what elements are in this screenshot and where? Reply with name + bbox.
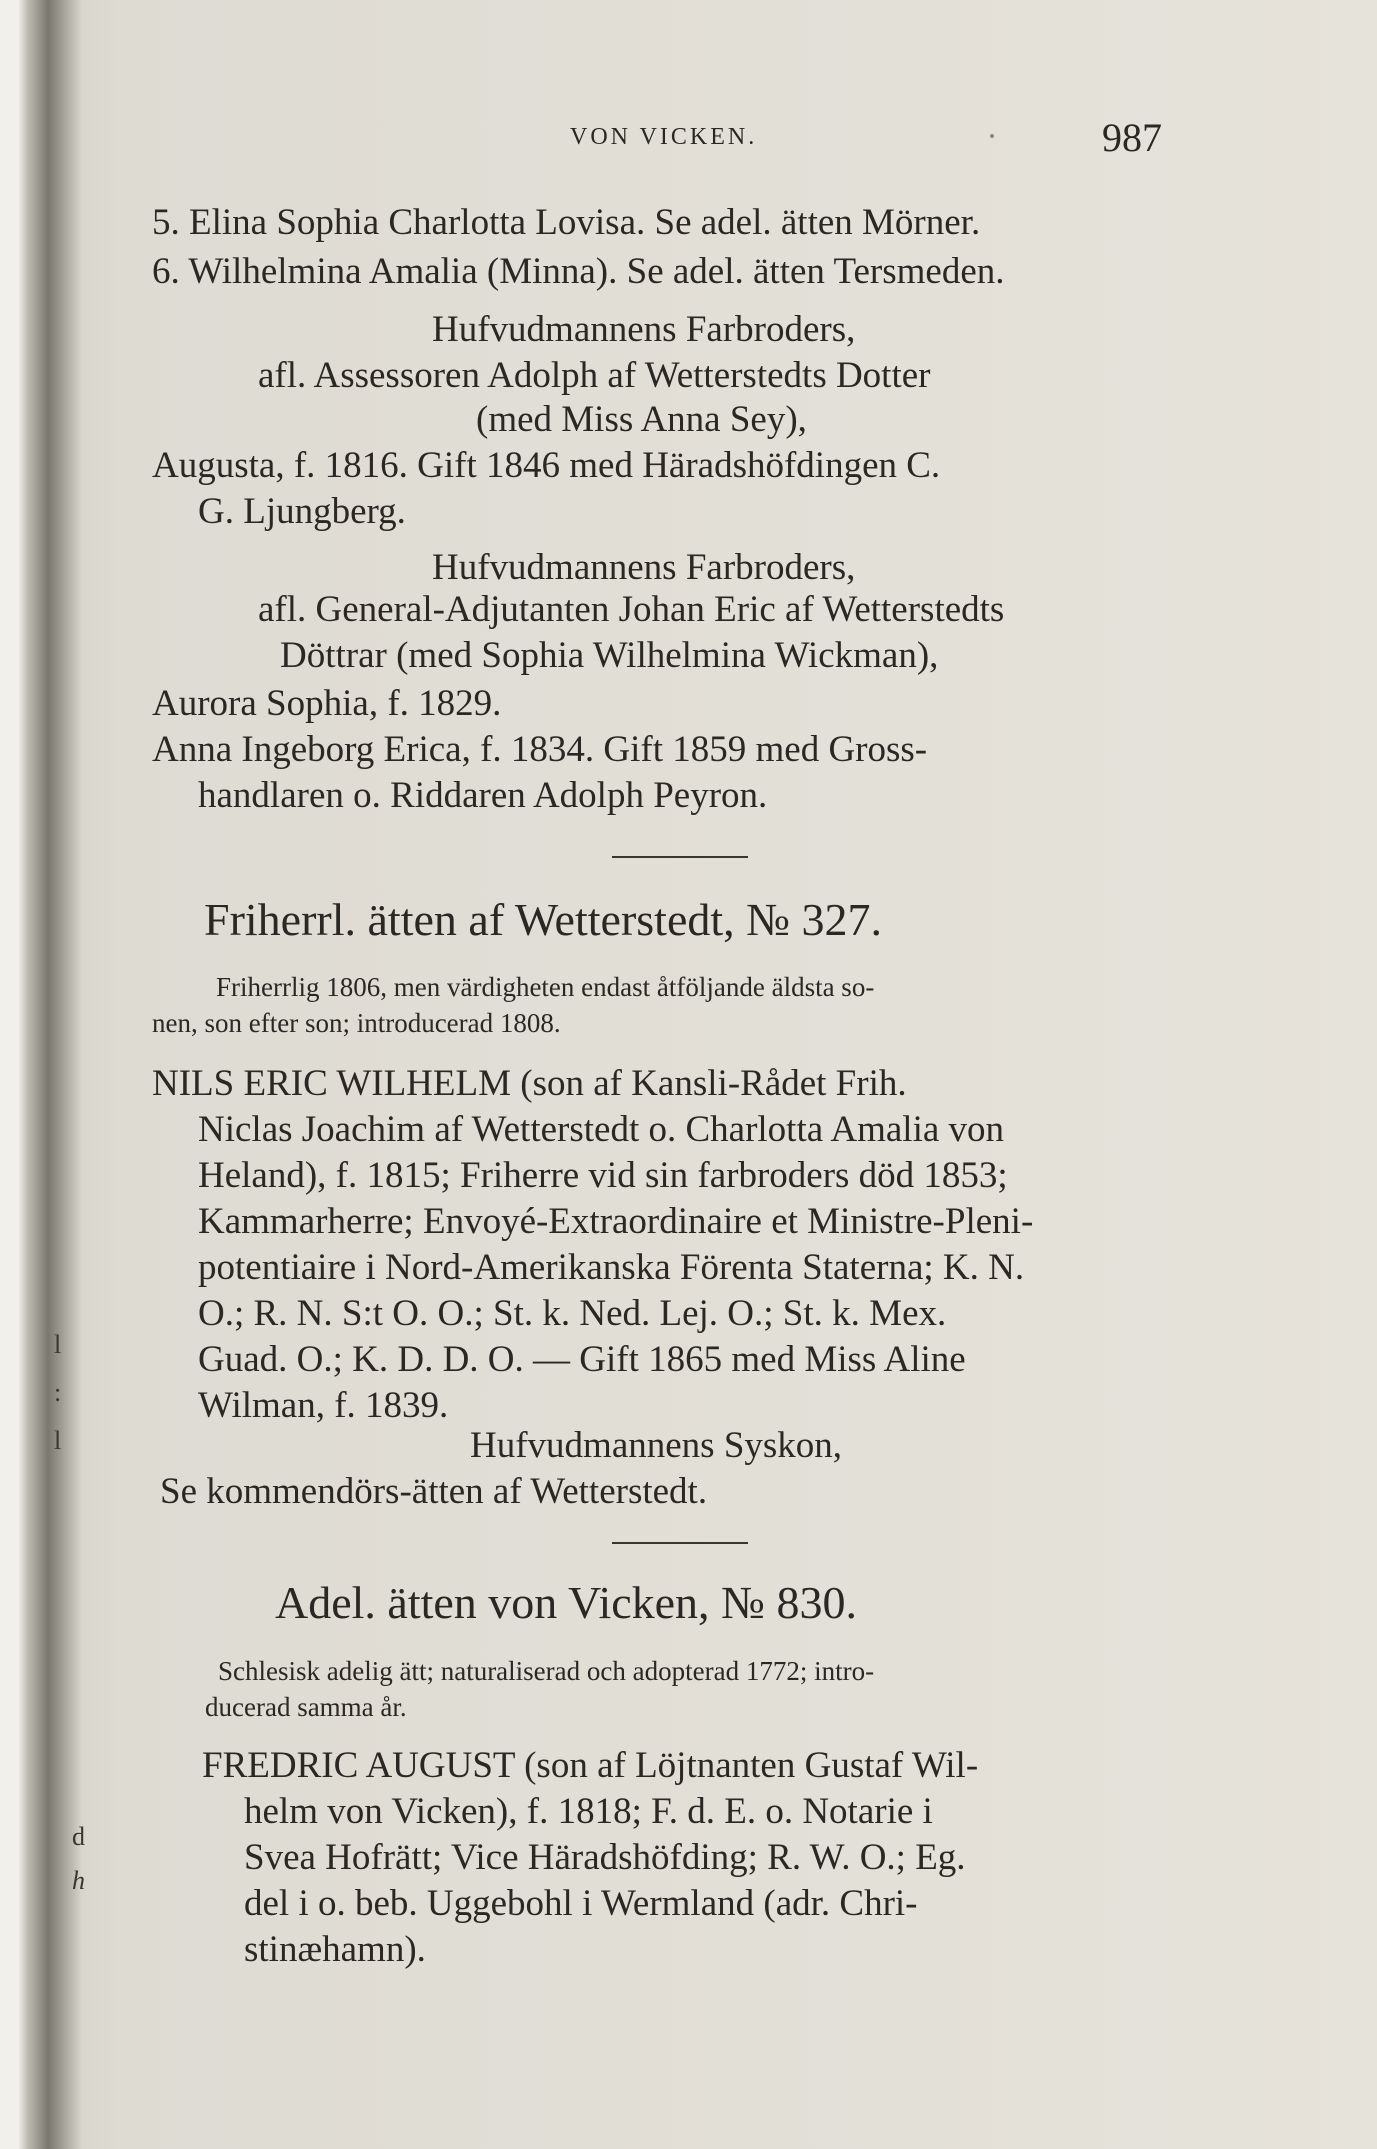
text-line: Se kommendörs-ätten af Wetterstedt. — [160, 1471, 708, 1512]
section-note: Friherrlig 1806, men värdigheten endast åtföljande äldsta so- — [216, 972, 875, 1002]
section-heading: Adel. ätten von Vicken, № 830. — [275, 1577, 857, 1628]
text-line: Hufvudmannens Farbroders, — [432, 309, 856, 350]
section-rule — [612, 1542, 748, 1544]
text-line: Guad. O.; K. D. D. O. — Gift 1865 med Miss Aline — [198, 1339, 966, 1380]
text-line: Heland), f. 1815; Friherre vid sin farbroders död 1853; — [198, 1155, 1008, 1196]
text-line: handlaren o. Riddaren Adolph Peyron. — [198, 775, 768, 816]
text-line: G. Ljungberg. — [198, 491, 406, 532]
text-line: 5. Elina Sophia Charlotta Lovisa. Se adel. ätten Mörner. — [152, 202, 981, 243]
gutter-char: l — [54, 1330, 62, 1359]
text-line: afl. Assessoren Adolph af Wetterstedts Dotter — [258, 355, 931, 396]
text-line: potentiaire i Nord-Amerikanska Förenta Staterna; K. N. — [198, 1247, 1025, 1288]
gutter-char: h — [72, 1866, 85, 1895]
gutter-char: d — [72, 1822, 85, 1851]
gutter-fragments — [46, 0, 86, 2149]
text-line: FREDRIC AUGUST (son af Löjtnanten Gustaf Wil- — [202, 1745, 979, 1786]
text-line: NILS ERIC WILHELM (son af Kansli-Rådet Frih. — [152, 1063, 907, 1104]
text-line: stinæhamn). — [244, 1929, 426, 1970]
text-line: Hufvudmannens Syskon, — [470, 1425, 843, 1466]
text-line: Augusta, f. 1816. Gift 1846 med Häradshöfdingen C. — [152, 445, 941, 486]
text-line: helm von Vicken), f. 1818; F. d. E. o. Notarie i — [244, 1791, 933, 1832]
page-number: 987 — [1102, 115, 1162, 160]
text-line: Niclas Joachim af Wetterstedt o. Charlotta Amalia von — [198, 1109, 1005, 1150]
section-heading: Friherrl. ätten af Wetterstedt, № 327. — [204, 894, 883, 945]
running-header — [140, 96, 1240, 166]
speck — [990, 134, 994, 138]
text-line: Wilman, f. 1839. — [198, 1385, 449, 1426]
section-rule — [612, 856, 748, 858]
text-line: (med Miss Anna Sey), — [476, 399, 807, 440]
section-note: nen, son efter son; introducerad 1808. — [152, 1008, 561, 1038]
text-line: Anna Ingeborg Erica, f. 1834. Gift 1859 med Gross- — [152, 729, 928, 770]
page-text — [140, 96, 1240, 166]
text-line: O.; R. N. S:t O. O.; St. k. Ned. Lej. O.; St. k. Mex. — [198, 1293, 947, 1334]
text-line: Kammarherre; Envoyé-Extraordinaire et Ministre-Pleni- — [198, 1201, 1034, 1242]
text-line: Döttrar (med Sophia Wilhelmina Wickman), — [280, 635, 939, 676]
section-note: ducerad samma år. — [205, 1692, 407, 1722]
section-note: Schlesisk adelig ätt; naturaliserad och adopterad 1772; intro- — [218, 1656, 875, 1686]
gutter-char: : — [54, 1378, 62, 1407]
text-line: del i o. beb. Uggebohl i Wermland (adr. Chri- — [244, 1883, 918, 1924]
text-line: 6. Wilhelmina Amalia (Minna). Se adel. ätten Tersmeden. — [152, 251, 1005, 292]
running-title: VON VICKEN. — [570, 124, 758, 150]
text-line: Svea Hofrätt; Vice Häradshöfding; R. W. O.; Eg. — [244, 1837, 966, 1878]
text-line: Hufvudmannens Farbroders, — [432, 547, 856, 588]
text-line: afl. General-Adjutanten Johan Eric af Wetterstedts — [258, 589, 1005, 630]
text-line: Aurora Sophia, f. 1829. — [152, 683, 502, 724]
gutter-char: l — [54, 1426, 62, 1455]
